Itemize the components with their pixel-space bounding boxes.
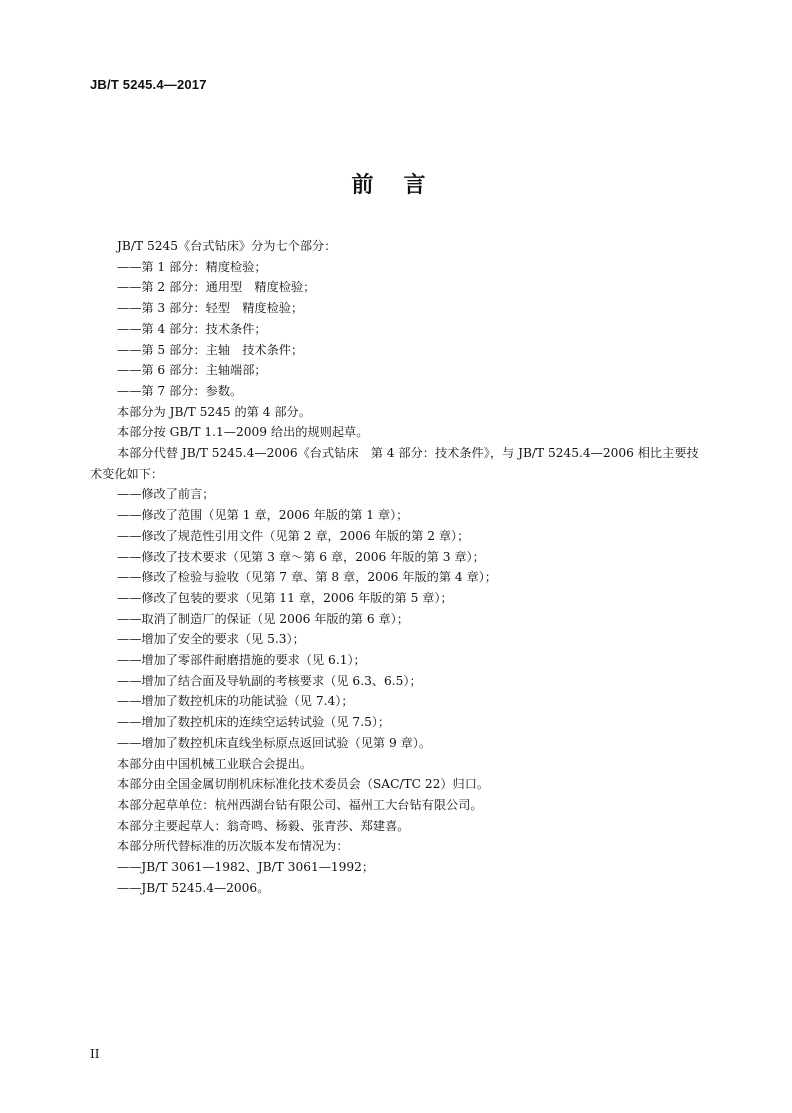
list-item: ——第 5 部分：主轴 技术条件； <box>117 342 304 357</box>
page-number: II <box>90 1047 100 1061</box>
paragraph: JB/T 5245《台式钻床》分为七个部分： <box>117 239 337 253</box>
paragraph: 本部分主要起草人：翁奇鸣、杨毅、张青莎、郑建喜。 <box>117 818 410 833</box>
list-item: ——增加了安全的要求（见 5.3）； <box>117 632 305 647</box>
foreword-body <box>90 236 702 899</box>
paragraph: 本部分由全国金属切削机床标准化技术委员会（SAC/TC 22）归口。 <box>117 777 490 792</box>
list-item: ——JB/T 5245.4—2006。 <box>117 880 270 895</box>
page-title: 前言 <box>351 173 456 198</box>
list-item: ——第 4 部分：技术条件； <box>117 321 267 336</box>
list-item: ——第 7 部分：参数。 <box>117 383 243 398</box>
paragraph: 本部分为 JB/T 5245 的第 4 部分。 <box>117 404 311 419</box>
list-item: ——取消了制造厂的保证（见 2006 年版的第 6 章）； <box>117 611 409 626</box>
list-item: ——修改了检验与验收（见第 7 章、第 8 章，2006 年版的第 4 章）； <box>117 570 497 585</box>
list-item: ——第 2 部分：通用型 精度检验； <box>117 280 316 295</box>
list-item: ——第 3 部分：轻型 精度检验； <box>117 301 304 316</box>
list-item: ——增加了零部件耐磨措施的要求（见 6.1）； <box>117 653 366 668</box>
paragraph: 本部分所代替标准的历次版本发布情况为： <box>117 839 349 854</box>
paragraph: 本部分代替 JB/T 5245.4—2006《台式钻床 第 4 部分：技术条件》，与 JB/T 5245.4—2006 相比主要技术变化如下： <box>90 446 699 481</box>
list-item: ——修改了前言； <box>117 487 215 502</box>
list-item: ——第 6 部分：主轴端部； <box>117 363 267 378</box>
list-item: ——增加了数控机床直线坐标原点返回试验（见第 9 章）。 <box>117 735 432 750</box>
paragraph: 本部分由中国机械工业联合会提出。 <box>117 756 312 771</box>
list-item: ——增加了数控机床的连续空运转试验（见 7.5）； <box>117 715 391 730</box>
list-item: ——修改了技术要求（见第 3 章～第 6 章，2006 年版的第 3 章）； <box>117 549 485 564</box>
standard-code: JB/T 5245.4—2017 <box>90 77 207 92</box>
paragraph: 本部分按 GB/T 1.1—2009 给出的规则起草。 <box>117 425 369 440</box>
list-item: ——修改了范围（见第 1 章，2006 年版的第 1 章）； <box>117 508 409 523</box>
list-item: ——第 1 部分：精度检验； <box>117 259 267 274</box>
list-item: ——增加了结合面及导轨副的考核要求（见 6.3、6.5）； <box>117 673 422 688</box>
list-item: ——增加了数控机床的功能试验（见 7.4）； <box>117 694 354 709</box>
list-item: ——修改了包装的要求（见第 11 章，2006 年版的第 5 章）； <box>117 590 453 605</box>
paragraph: 本部分起草单位：杭州西湖台钻有限公司、福州工大台钻有限公司。 <box>117 797 483 812</box>
list-item: ——修改了规范性引用文件（见第 2 章，2006 年版的第 2 章）； <box>117 528 470 543</box>
list-item: ——JB/T 3061—1982、JB/T 3061—1992； <box>117 860 375 875</box>
